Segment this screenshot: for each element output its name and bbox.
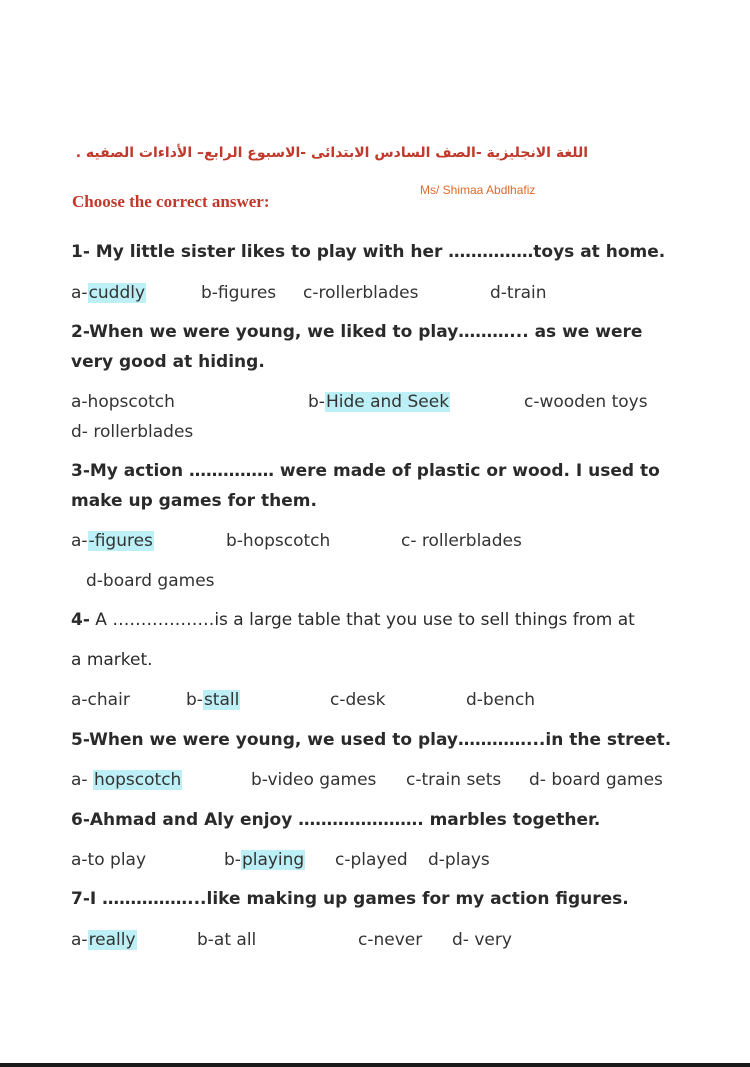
arabic-title: اللغة الانجليزية -الصف السادس الابتدائى -الاسبوع الرابع– الأداءات الصفيه . (75, 145, 588, 161)
q3-option-b: b-hopscotch (226, 531, 331, 551)
q3-option-d: d-board games (86, 571, 215, 591)
q6-option-b-prefix: b- (224, 850, 241, 870)
q2-option-c: c-wooden toys (524, 392, 648, 412)
q7-option-b: b-at all (197, 930, 257, 950)
q5-option-c: c-train sets (406, 770, 502, 790)
question-5-text: 5-When we were young, we used to play…………...in the street. (71, 730, 672, 750)
question-4-number: 4- (71, 610, 90, 630)
q7-option-a (71, 928, 137, 952)
q7-option-d: d- very (452, 930, 512, 950)
q7-option-c: c-never (358, 930, 423, 950)
author-name: Ms/ Shimaa Abdlhafiz (420, 183, 536, 197)
question-4-text-line-2: a market. (71, 650, 153, 670)
question-2-text-line-2: very good at hiding. (71, 352, 265, 372)
q5-option-a-answer: hopscotch (93, 770, 182, 790)
q1-option-d: d-train (490, 283, 547, 303)
q2-option-a: a-hopscotch (71, 392, 175, 412)
q6-option-b-answer: playing (241, 850, 305, 870)
q5-option-a (71, 768, 182, 792)
q2-option-b (308, 390, 450, 414)
question-4-stem: A ………………is a large table that you use to sell things from at (89, 610, 635, 630)
question-2-text-line-1: 2-When we were young, we liked to play………... as we were (71, 322, 643, 342)
q6-option-d: d-plays (428, 850, 490, 870)
q4-option-d: d-bench (466, 690, 536, 710)
question-7-text: 7-I ……………...like making up games for my action figures. (71, 889, 629, 909)
q5-option-a-prefix: a- (71, 770, 93, 790)
q1-option-b: b-figures (201, 283, 277, 303)
question-4-text-line-1 (71, 605, 635, 635)
q4-option-c: c-desk (330, 690, 386, 710)
q6-option-c: c-played (335, 850, 408, 870)
q2-option-d: d- rollerblades (71, 422, 194, 442)
q5-option-d: d- board games (529, 770, 663, 790)
q4-option-b-answer: stall (203, 690, 240, 710)
question-6-text: 6-Ahmad and Aly enjoy …………………. marbles together. (71, 810, 601, 830)
q1-option-a-prefix: a- (71, 283, 88, 303)
q3-option-a (71, 529, 154, 553)
q4-option-a: a-chair (71, 690, 130, 710)
q6-option-a: a-to play (71, 850, 147, 870)
q7-option-a-answer: really (88, 930, 136, 950)
q3-option-c: c- rollerblades (401, 531, 522, 551)
question-1-text: 1- My little sister likes to play with her ……………toys at home. (71, 242, 666, 262)
q6-option-b (224, 848, 305, 872)
q4-option-b (186, 688, 240, 712)
question-3-text-line-2: make up games for them. (71, 491, 317, 511)
q2-option-b-answer: Hide and Seek (325, 392, 450, 412)
q4-option-b-prefix: b- (186, 690, 203, 710)
q1-option-c: c-rollerblades (303, 283, 419, 303)
q2-option-b-prefix: b- (308, 392, 325, 412)
q1-option-a-answer: cuddly (88, 283, 146, 303)
instruction-heading: Choose the correct answer: (72, 192, 270, 211)
q7-option-a-prefix: a- (71, 930, 88, 950)
bottom-border (0, 1063, 750, 1067)
q5-option-b: b-video games (251, 770, 377, 790)
question-3-text-line-1: 3-My action …………… were made of plastic or wood. I used to (71, 461, 660, 481)
q3-option-a-prefix: a- (71, 531, 88, 551)
q1-option-a (71, 281, 146, 305)
q3-option-a-answer: -figures (88, 531, 153, 551)
